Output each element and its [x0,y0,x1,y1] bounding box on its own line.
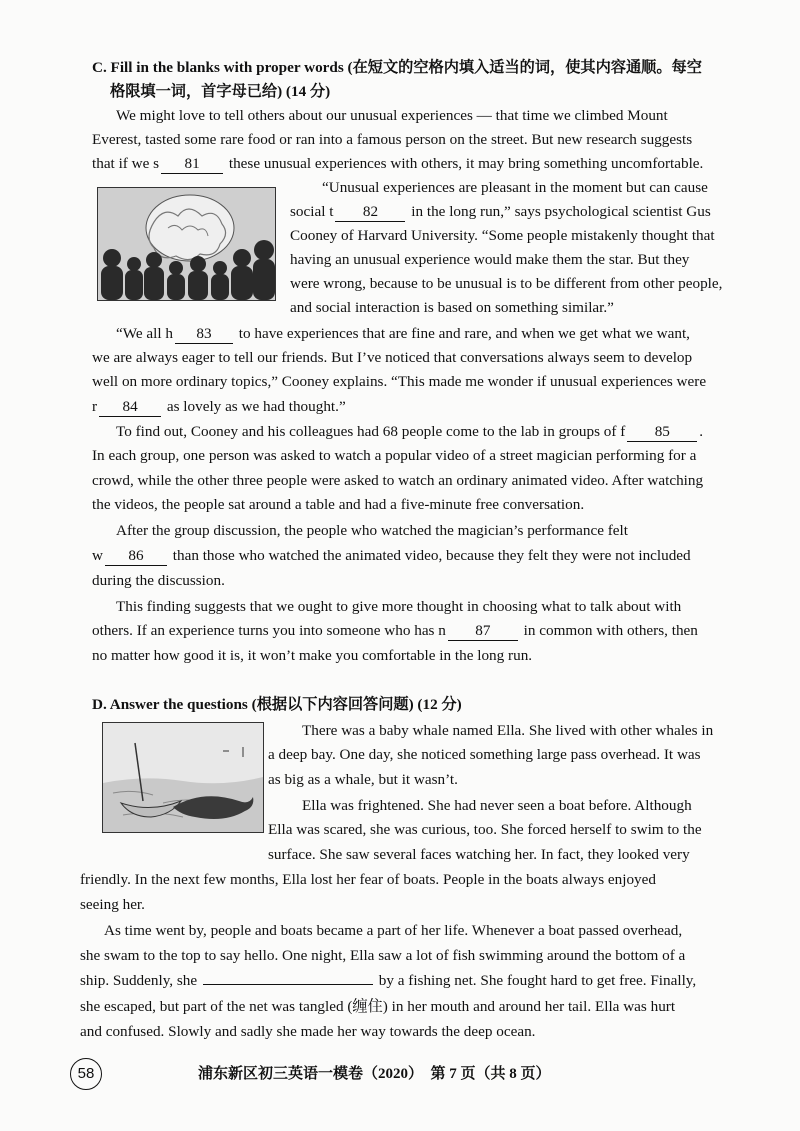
blank-85-post: . [699,423,704,440]
page-badge: 58 [70,1058,102,1090]
blank-84[interactable]: 84 [99,398,161,417]
paragraph-line: We might love to tell others about our unusual experiences — that time we climbed Mount [116,107,668,124]
paragraph-line: As time went by, people and boats became a part of her life. Whenever a boat passed overhead, [104,922,683,939]
paragraph-line: well on more ordinary topics,” Cooney explains. “This made me wonder if unusual experiences were [92,373,707,390]
blank-86-pre: w [92,547,103,564]
answer-blank-line [80,969,762,993]
paragraph-line: Ella was scared, she was curious, too. She forced herself to swim to the [268,821,702,838]
paragraph-line: Everest, tasted some rare food or ran into a famous person on the street. But new research suggests [92,131,693,148]
section-d-heading: D. Answer the questions (根据以下内容回答问题) (12 分) [92,696,462,713]
paragraph-line: This finding suggests that we ought to give more thought in choosing what to talk about with [116,598,682,615]
paragraph-line: she swam to the top to say hello. One night, Ella saw a lot of fish swimming around the bottom of a [80,947,686,964]
paragraph-line: the videos, the people sat around a table and had a five-minute free conversation. [92,496,585,513]
paragraph-line: There was a baby whale named Ella. She lived with other whales in [302,722,714,739]
blank-line-82 [290,200,762,224]
blank-line-81 [92,152,762,176]
paragraph-line: Cooney of Harvard University. “Some people mistakenly thought that [290,227,715,244]
blank-line-85 [116,420,762,444]
blank-82-post: in the long run,” says psychological scientist Gus [411,203,711,220]
paragraph-line: and confused. Slowly and sadly she made her way towards the deep ocean. [80,1023,536,1040]
section-c-heading-line2: 格限填一词，首字母已给) (14 分) [110,83,331,100]
blank-82[interactable]: 82 [335,203,405,222]
blank-81[interactable]: 81 [161,155,223,174]
blank-85-pre: To find out, Cooney and his colleagues had 68 people come to the lab in groups of f [116,423,626,440]
blank-85[interactable]: 85 [627,423,697,442]
blank-84-pre: r [92,398,98,415]
blank-line-84 [92,395,762,419]
blank-line-86 [92,544,762,568]
paragraph-line: and social interaction is based on something similar.” [290,299,614,316]
paragraph-line: “Unusual experiences are pleasant in the moment but can cause [322,179,708,196]
blank-87[interactable]: 87 [448,622,518,641]
paragraph-line: she escaped, but part of the net was tangled (缠住) in her mouth and around her tail. Ella was hurt [80,998,676,1015]
paragraph-line: In each group, one person was asked to watch a popular video of a street magician performing for a [92,447,697,464]
paragraph-line: friendly. In the next few months, Ella lost her fear of boats. People in the boats always enjoyed [80,871,656,888]
blank-87-post: in common with others, then [523,622,698,639]
blank-83-post: to have experiences that are fine and rare, and when we get what we want, [238,325,690,342]
answer-blank-post: by a fishing net. She fought hard to get free. Finally, [378,972,697,989]
paragraph-line: having an unusual experience would make them the star. But they [290,251,690,268]
paragraph-line: as big as a whale, but it wasn’t. [268,771,458,788]
answer-blank-pre: ship. Suddenly, she [80,972,198,989]
paragraph-line: no matter how good it is, it won’t make you comfortable in the long run. [92,647,533,664]
blank-87-pre: others. If an experience turns you into someone who has n [92,622,446,639]
blank-81-post: these unusual experiences with others, it may bring something uncomfortable. [228,155,704,172]
blank-line-83 [116,322,762,346]
brain-audience-image [97,187,276,301]
blank-82-pre: social t [290,203,334,220]
paragraph-line: a deep bay. One day, she noticed something large pass overhead. It was [268,746,701,763]
answer-blank[interactable] [203,984,373,985]
paragraph-line: seeing her. [80,896,145,913]
paragraph-line: After the group discussion, the people who watched the magician’s performance felt [116,522,628,539]
paragraph-line: Ella was frightened. She had never seen a boat before. Although [302,797,692,814]
blank-86[interactable]: 86 [105,547,167,566]
paragraph-line: during the discussion. [92,572,225,589]
section-c-heading-line1: C. Fill in the blanks with proper words (在短文的空格内填入适当的词，使其内容通顺。每空 [92,59,702,76]
blank-83[interactable]: 83 [175,325,233,344]
blank-line-87 [92,619,762,643]
footer-text: 浦东新区初三英语一模卷（2020） 第 7 页（共 8 页） [198,1066,551,1082]
blank-84-post: as lovely as we had thought.” [166,398,346,415]
paragraph-line: crowd, while the other three people were asked to watch an ordinary animated video. After watching [92,472,704,489]
paragraph-line: surface. She saw several faces watching her. In fact, they looked very [268,846,690,863]
whale-boat-image [102,722,264,833]
blank-83-pre: “We all h [116,325,173,342]
paragraph-line: we are always eager to tell our friends. But I’ve noticed that conversations always seem to develop [92,349,693,366]
paragraph-line: were wrong, because to be unusual is to be different from other people, [290,275,723,292]
blank-86-post: than those who watched the animated video, because they felt they were not included [172,547,691,564]
blank-81-pre: that if we s [92,155,160,172]
